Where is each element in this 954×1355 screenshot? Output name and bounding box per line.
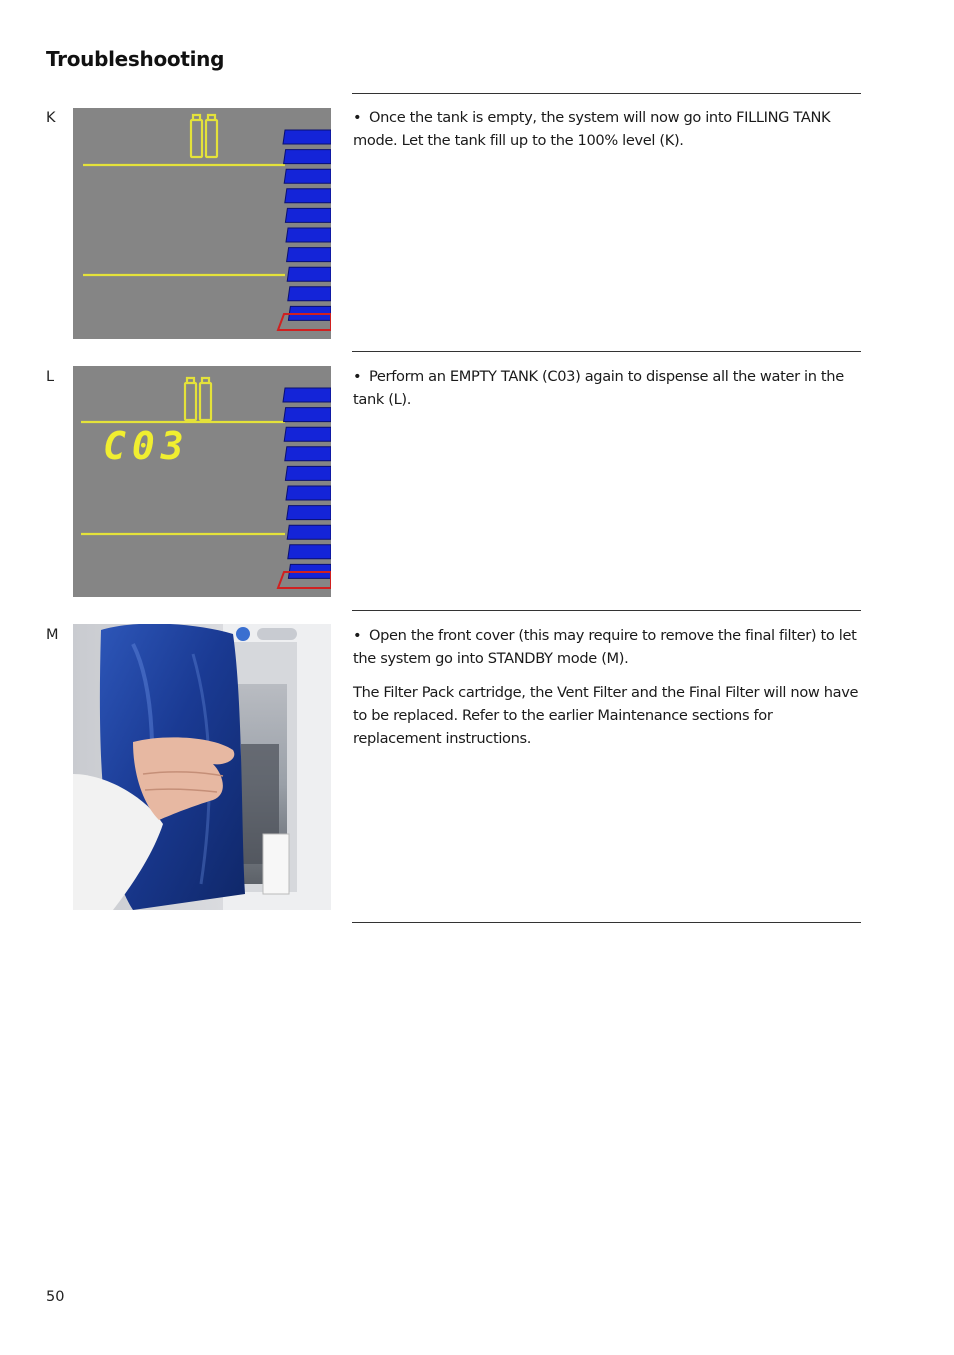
step-text-l [353,366,863,423]
step-text-m [353,625,863,763]
tank-level-bar [287,506,331,520]
lcd-display-k [73,108,331,339]
tank-level-bar [285,466,331,480]
filter-cartridge-icon [191,115,217,157]
step-letter-m: M [46,627,59,643]
tank-level-bar [287,248,331,262]
tank-level-bars [283,388,331,578]
bullet: • [353,109,362,126]
filter-cartridge-icon [185,378,211,420]
front-cover-photo [73,624,331,910]
lcd-code: C03 [103,424,190,468]
section-rule [352,610,861,611]
tank-level-bar [284,427,331,441]
unit-label [263,834,289,894]
tank-level-bar [284,169,331,183]
tank-level-bar [284,408,331,422]
bullet: • [353,368,362,385]
tank-level-bar [283,130,331,144]
section-rule-end [352,922,861,923]
section-rule [352,351,861,352]
paragraph-text: Once the tank is empty, the system will now go into FILLING TANK mode. Let the tank fill up to the 100% level (K). [353,109,831,149]
section-rule [352,93,861,94]
step-letter-k: K [46,110,56,126]
bullet: • [353,627,362,644]
tank-level-bar [286,486,331,500]
control-button [236,627,250,641]
step-letter-l: L [46,369,55,385]
paragraph-text: The Filter Pack cartridge, the Vent Filter and the Final Filter will now have to be replaced. Refer to the earlier Maintenance sections for replacement instructions. [353,684,859,747]
lcd-display-l [73,366,331,597]
tank-level-bar [285,447,331,461]
step-paragraph [353,625,863,670]
step-paragraph [353,366,863,411]
step-paragraph [353,107,863,152]
tank-level-bar [285,189,331,203]
page-number: 50 [46,1289,65,1305]
tank-level-bars [283,130,331,320]
tank-level-bar [288,545,331,559]
tank-level-bar [286,228,331,242]
step-paragraph [353,682,863,750]
tank-level-bar [284,150,331,164]
tank-level-bar [288,287,331,301]
page-title: Troubleshooting [46,47,225,71]
step-text-k [353,107,863,164]
paragraph-text: Perform an EMPTY TANK (C03) again to dispense all the water in the tank (L). [353,368,844,408]
tank-level-bar [285,208,331,222]
tank-level-bar [287,525,331,539]
tank-level-bar [283,388,331,402]
tank-level-bar [287,267,331,281]
paragraph-text: Open the front cover (this may require to remove the final filter) to let the system go into STANDBY mode (M). [353,627,857,667]
